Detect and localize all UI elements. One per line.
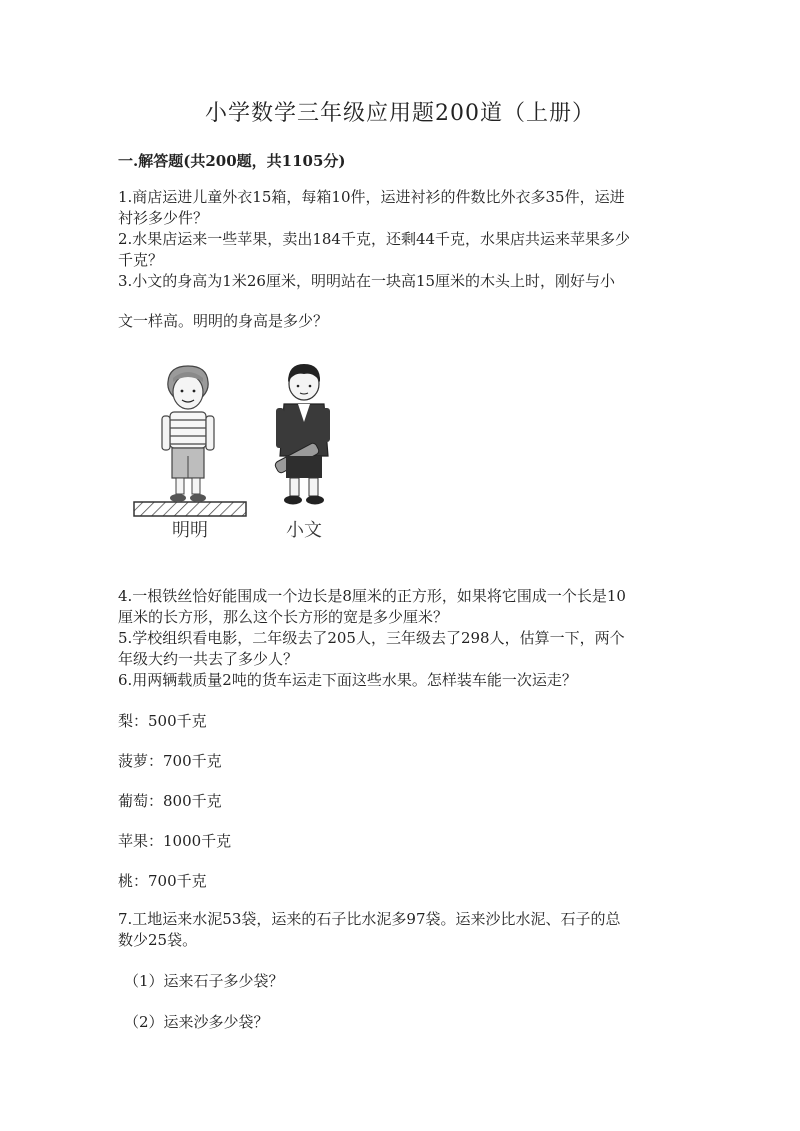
- fruit-pineapple: 菠萝：700千克: [118, 752, 222, 770]
- question-7: 7.工地运来水泥53袋，运来的石子比水泥多97袋。运来沙比水泥、石子的总 数少25袋。: [118, 910, 621, 949]
- subquestion-2: （2）运来沙多少袋？: [124, 1013, 269, 1031]
- page-title: 小学数学三年级应用题200道（上册）: [205, 101, 595, 126]
- question-4: 4.一根铁丝恰好能围成一个边长是8厘米的正方形，如果将它围成一个长是10 厘米的长方形，那么这个长方形的宽是多少厘米？: [118, 587, 626, 626]
- fruit-apple: 苹果：1000千克: [118, 832, 232, 850]
- xiaowen-label: 小文: [286, 520, 322, 541]
- question-5: 5.学校组织看电影，二年级去了205人，三年级去了298人，估算一下，两个 年级大约一共去了多少人？: [118, 629, 625, 668]
- height-comparison-figure: [126, 360, 366, 550]
- question-3-line-2: 文一样高。明明的身高是多少？: [118, 312, 329, 330]
- question-6: 6.用两辆载质量2吨的货车运走下面这些水果。怎样装车能一次运走？: [118, 671, 577, 689]
- mingming-figure: [162, 366, 214, 502]
- question-3-line-1: 3.小文的身高为1米26厘米，明明站在一块高15厘米的木头上时，刚好与小: [118, 272, 616, 290]
- subquestion-1: （1）运来石子多少袋？: [124, 972, 284, 990]
- fruit-peach: 桃：700千克: [118, 872, 207, 890]
- xiaowen-figure: [274, 364, 330, 505]
- question-1: 1.商店运进儿童外衣15箱，每箱10件，运进衬衫的件数比外衣多35件，运进 衬衫多少件？: [118, 188, 625, 227]
- question-2: 2.水果店运来一些苹果，卖出184千克，还剩44千克，水果店共运来苹果多少 千克？: [118, 230, 631, 269]
- mingming-label: 明明: [172, 520, 208, 541]
- section-heading: 一.解答题(共200题，共1105分): [118, 152, 346, 170]
- fruit-pear: 梨：500千克: [118, 712, 207, 730]
- fruit-grape: 葡萄：800千克: [118, 792, 222, 810]
- wooden-block: [134, 502, 246, 516]
